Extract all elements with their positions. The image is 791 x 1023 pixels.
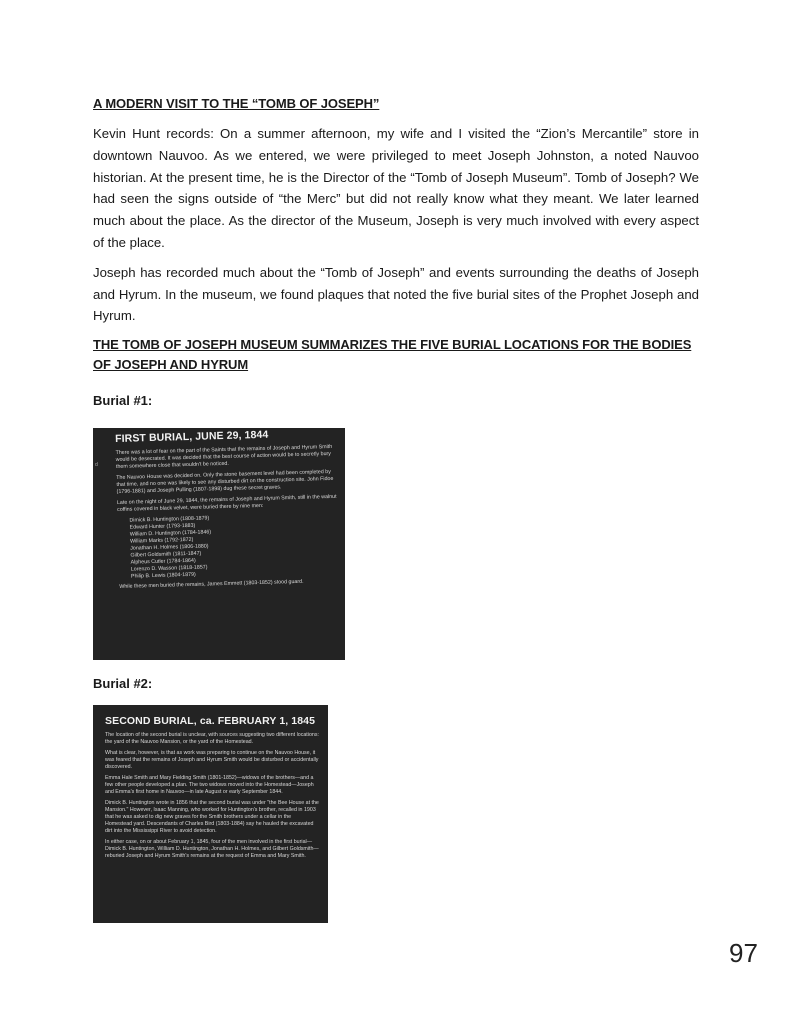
plaque-name: Dimick B. Huntington (1808-1879) bbox=[129, 515, 210, 524]
plaque-name: Jonathan H. Holmes (1806-1880) bbox=[130, 543, 209, 552]
plaque-paragraph: Dimick B. Huntington wrote in 1856 that the second burial was under "the Bee House at the Mansion." However, Isaac Manning, who worked for Huntington's brother, recalled in 1903 that he was asked to dig new graves for the Smith brothers under a cellar in the Homestead yard. Descendants of Charles Bird (1803-1884) say he hauled the excavated dirt into the Mississippi River to avoid detection. bbox=[105, 800, 319, 834]
burial-1-label: Burial #1: bbox=[93, 393, 153, 409]
plaque-name: William D. Huntington (1784-1846) bbox=[129, 529, 212, 538]
plaque-paragraph: Late on the night of June 29, 1844, the remains of Joseph and Hyrum Smith, still in the walnut coffins covered in black velvet, were buried there by nine men: bbox=[116, 493, 337, 513]
plaque-name: Lorenzo D. Wasson (1818-1857) bbox=[130, 564, 208, 573]
paragraph-joseph-recorded: Joseph has recorded much about the “Tomb of Joseph” and events surrounding the deaths of Joseph and Hyrum. In the museum, we found plaques that noted the five burial sites of the Prophet Joseph and Hyrum. bbox=[93, 264, 699, 324]
plaque-name: Edward Hunter (1793-1883) bbox=[129, 522, 196, 531]
section-heading-five-burials: THE TOMB OF JOSEPH MUSEUM SUMMARIZES THE FIVE BURIAL LOCATIONS FOR THE BODIES OF JOSEPH AND HYRUM bbox=[93, 337, 692, 373]
plaque-name: Gilbert Goldsmith (1811-1847) bbox=[130, 550, 202, 559]
plaque-paragraph: Emma Hale Smith and Mary Fielding Smith (1801-1852)—widows of the brothers—and a few other people developed a plan. The two widows moved into the Homestead—Joseph and Emma's first home in Nauvoo—in late August or early September 1844. bbox=[105, 775, 314, 795]
page-number: 97 bbox=[729, 938, 758, 968]
plaque-paragraph: The Nauvoo House was decided on. Only the stone basement level had been completed by that time, and no one was likely to see any disturbed dirt on the construction site. John Fidoe (1796-1881) and Joseph Pulling (1807-1898) dug these secret graves. bbox=[116, 468, 334, 495]
plaque-edge-mark: d bbox=[95, 462, 98, 468]
plaque-title: FIRST BURIAL, JUNE 29, 1844 bbox=[115, 428, 269, 445]
plaque-paragraph: In either case, on or about February 1, 1845, four of the men involved in the first burial—Dimick B. Huntington, William D. Huntington, Jonathan H. Holmes, and Gilbert Goldsmith—reburied Joseph and Hyrum Smith's remains at the request of Emma and Mary Smith. bbox=[105, 839, 319, 859]
burial-1-plaque-photo bbox=[93, 428, 345, 660]
plaque-paragraph: The location of the second burial is unclear, with sources suggesting two different locations: the yard of the Nauvoo Mansion, or the yard of the Homestead. bbox=[105, 732, 319, 745]
paragraph-kevin-hunt: Kevin Hunt records: On a summer afternoon, my wife and I visited the “Zion’s Mercantile” store in downtown Nauvoo. As we entered, we were privileged to meet Joseph Johnston, a noted Nauvoo historian. At the present time, he is the Director of the “Tomb of Joseph Museum”. Tomb of Joseph? We had seen the signs outside of “the Merc” but did not really know what they meant. We later learned much about the place. As the director of the Museum, Joseph is very much involved with every aspect of the place. bbox=[93, 126, 699, 250]
plaque-names-list bbox=[129, 512, 341, 581]
document-body bbox=[93, 94, 699, 408]
burial-2-plaque-photo bbox=[93, 705, 328, 923]
plaque-name: Alpheus Cutler (1784-1864) bbox=[130, 557, 196, 566]
section-heading-modern-visit: A MODERN VISIT TO THE “TOMB OF JOSEPH” bbox=[93, 96, 380, 111]
plaque-paragraph: While these men buried the remains, James Emmett (1803-1852) stood guard. bbox=[119, 578, 304, 590]
plaque-paragraph: What is clear, however, is that as work was preparing to continue on the Nauvoo House, it was feared that the remains of Joseph and Hyrum Smith would be disturbed or accidentally discovered. bbox=[105, 750, 319, 770]
plaque-name: William Marks (1792-1872) bbox=[129, 536, 194, 545]
burial-2-label: Burial #2: bbox=[93, 676, 153, 691]
plaque-paragraph: There was a lot of fear on the part of the Saints that the remains of Joseph and Hyrum Smith would be desecrated. It was decided that the best course of action would be to secretly bury them somewhere close that wouldn't be noticed. bbox=[115, 443, 333, 470]
plaque-name: Philip B. Lewis (1804-1879) bbox=[130, 571, 196, 580]
plaque-title: SECOND BURIAL, ca. FEBRUARY 1, 1845 bbox=[105, 715, 316, 727]
